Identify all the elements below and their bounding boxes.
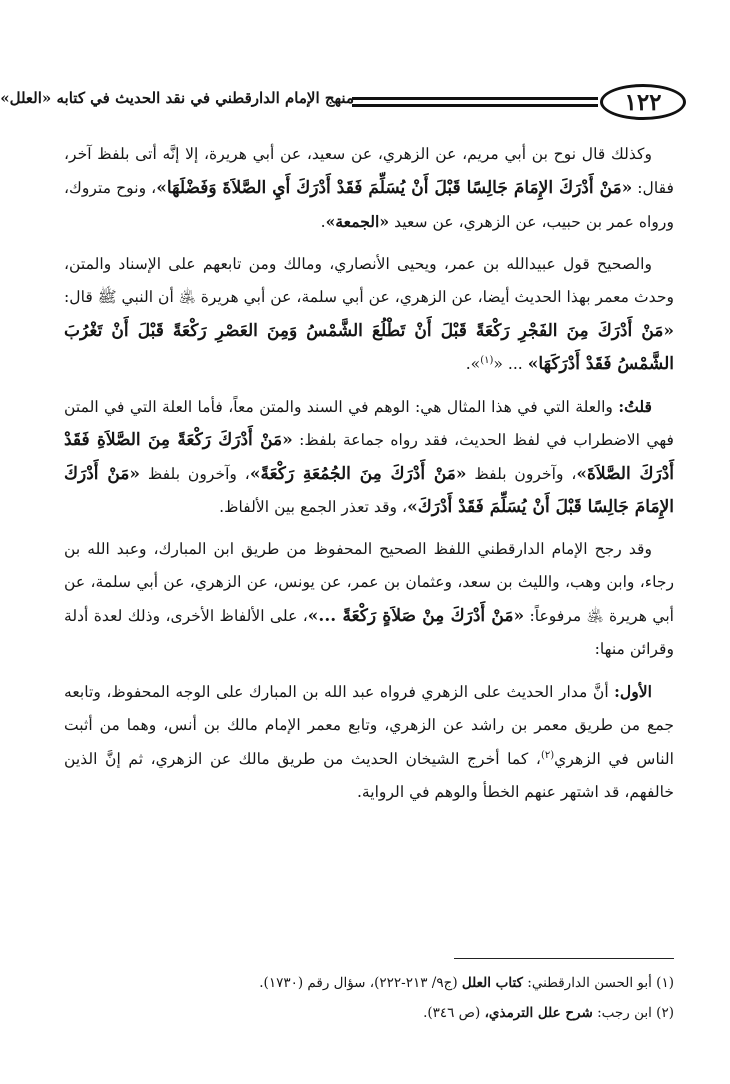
header-rule [352,104,598,107]
paragraph-3 [64,390,674,525]
running-title: منهج الإمام الدارقطني في نقد الحديث في كتابه «العلل» [0,89,354,107]
hadith-quote: «مَنْ أَدْرَكَ مِنْ صَلاَةٍ رَكْعَةً ...» [307,605,525,626]
text-run: ... « [493,355,528,373]
footnote-work: شرح علل الترمذي، [484,1005,593,1021]
paragraph-lead: الأول: [614,681,652,701]
text-run: ». [465,355,481,373]
text-run: ، ونوح متروك، ورواه عمر بن حبيب، عن الزهري، عن سعيد [64,178,674,231]
footnote-ref[interactable]: (١) [480,354,494,366]
text-run: وقد رجح الإمام الدارقطني اللفظ الصحيح المحفوظ من طريق ابن المبارك، وعبد الله بن رجاء، وابن وهب، والليث بن سعد، وعثمان بن عمر، عن يونس، عن الزهري، عن أبي سلمة، عن أبي هريرة ﵁ مرفوعاً: [64,539,674,625]
text-run: أنَّ مدار الحديث على الزهري فرواه عبد الله بن المبارك على الوجه المحفوظ، وتابعه جمع من طريق معمر بن راشد عن الزهري، وتابع معمر الإمام مالك بن أنس، وهما من أثبت الناس في الزهري [64,682,674,768]
paragraph-5 [64,675,674,810]
hadith-quote: «مَنْ أَدْرَكَ رَكْعَةً مِنَ الصَّلاَةِ فَقَدْ أَدْرَكَ الصَّلاَةَ» [64,430,675,484]
footnote-text: (ج٩/ ٢١٣-٢٢٢)، سؤال رقم (١٧٣٠). [259,975,462,991]
footnote-work: كتاب العلل [461,975,523,991]
paragraph-lead: قلتُ: [618,396,652,416]
footnote-divider [454,958,674,959]
text-run: وكذلك قال نوح بن أبي مريم، عن الزهري، عن سعيد، عن أبي هريرة، إلا إنَّه أتى بلفظ آخر، فقال: [64,145,674,197]
text-run: ، وقد تعذر الجمع بين الألفاظ. [219,498,408,516]
hadith-quote: «مَنْ أَدْرَكَ الإِمَامَ جَالِسًا قَبْلَ أَنْ يُسَلِّمَ فَقَدْ أَدْرَكَ أَيِ الصَّلاَةَ وَفَضْلَهَا» [156,177,633,198]
page-number: ١٢٢ [624,88,662,116]
footnote-1 [54,968,674,998]
page-number-badge [600,84,686,120]
page-header [0,84,686,122]
quoted-term: «الجمعة» [325,212,390,231]
footnote-2 [54,998,674,1028]
footnote-number: (٢) [656,1005,674,1021]
footnote-text: (ص ٣٤٦). [423,1005,485,1021]
text-run: . [320,213,326,231]
main-text [64,138,674,810]
paragraph-1 [64,138,674,240]
footnote-author: أبو الحسن الدارقطني: [527,975,652,991]
footnote-author: ابن رجب: [597,1005,652,1021]
text-run: والصحيح قول عبيدالله بن عمر، ويحيى الأنصاري، ومالك ومن تابعهم على الإسناد والمتن، وحدث معمر بهذا الحديث أيضا، عن الزهري، عن أبي سلمة، عن أبي هريرة ﵁ أن النبي ﷺ قال: [64,254,674,306]
header-rule [352,97,598,100]
paragraph-4 [64,533,674,667]
footnote-number: (١) [656,975,674,991]
hadith-quote: «مَنْ أَدْرَكَ الإِمَامَ جَالِسًا قَبْلَ أَنْ يُسَلِّمَ فَقَدْ أَدْرَكَ» [64,463,674,517]
footnotes [54,968,674,1028]
paragraph-2 [64,248,674,382]
text-run: ، وآخرون بلفظ [466,464,577,483]
text-run: ، على الألفاظ الأخرى، وذلك لعدة أدلة وقرائن منها: [64,606,674,658]
text-run: ، كما أخرج الشيخان الحديث من طريق مالك عن الزهري، ثم إنَّ الذين خالفهم، قد اشتهر عنهم الخطأ والوهم في الرواية. [64,749,674,801]
text-run: ، وآخرون بلفظ [140,464,250,483]
hadith-quote: «مَنْ أَدْرَكَ مِنَ الفَجْرِ رَكْعَةً قَبْلَ أَنْ تَطْلُعَ الشَّمْسُ وَمِنَ العَصْرِ رَكْعَةً قَبْلَ أَنْ تَغْرُبَ الشَّمْسُ فَقَدْ أَدْرَكَهَا» [64,320,674,374]
hadith-quote: «مَنْ أَدْرَكَ مِنَ الجُمُعَةِ رَكْعَةً» [249,463,467,484]
text-run: والعلة التي في هذا المثال هي: الوهم في السند والمتن معاً، فأما العلة التي في المتن فهي الاضطراب في لفظ الحديث، فقد رواه جماعة بلفظ: [64,397,674,449]
footnote-ref[interactable]: (٢) [540,749,555,761]
